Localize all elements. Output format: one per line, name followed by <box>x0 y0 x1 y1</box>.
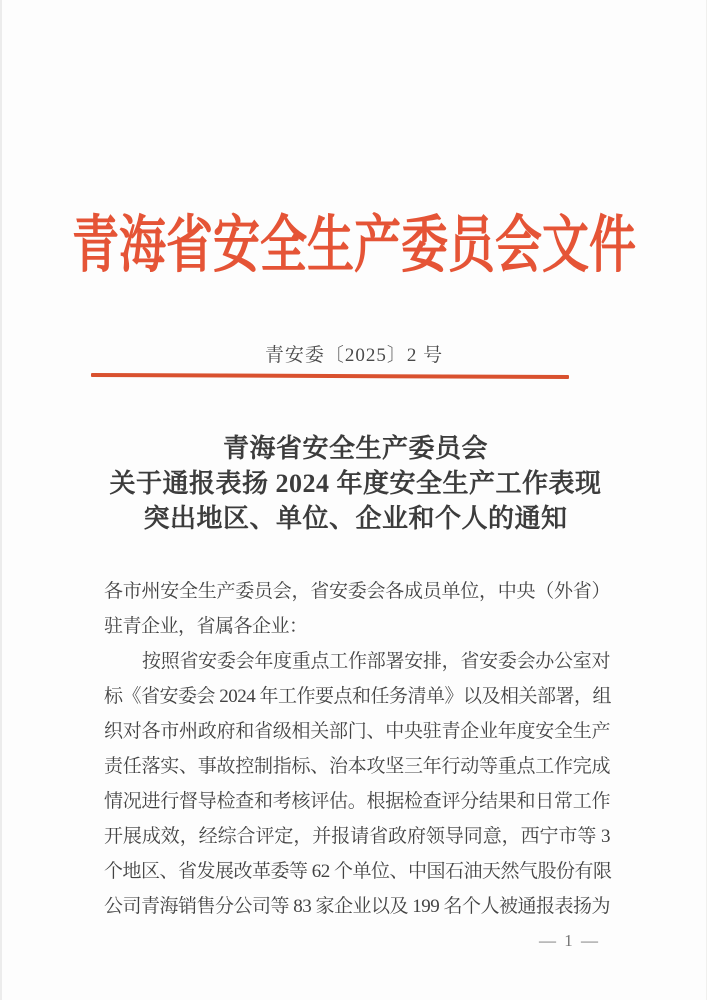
salutation-line-1: 各市州安全生产委员会，省安委会各成员单位，中央（外省） <box>104 581 610 602</box>
document-number: 青安委〔2025〕2 号 <box>264 345 444 366</box>
body-text-line: 织对各市州政府和省级相关部门、中央驻青企业年度安全生产 <box>104 721 610 742</box>
title-line-1: 青海省安全生产委员会 <box>222 434 488 463</box>
body-text-line: 公司青海销售分公司等 83 家企业以及 199 名个人被通报表扬为 <box>104 896 611 917</box>
body-text-line: 个地区、省发展改革委等 62 个单位、中国石油天然气股份有限 <box>104 861 612 882</box>
document-body <box>104 574 610 924</box>
salutation-line-2: 驻青企业，省属各企业： <box>104 616 308 637</box>
page-number: — 1 — <box>539 931 600 950</box>
title-line-2: 关于通报表扬 2024 年度安全生产工作表现 <box>109 469 602 498</box>
document-header-title: 青海省安全生产委员会文件 <box>72 211 636 281</box>
body-text-line: 责任落实、事故控制指标、治本攻坚三年行动等重点工作完成 <box>104 756 610 777</box>
red-separator-rule <box>91 373 569 379</box>
body-text-line: 标《省安委会 2024 年工作要点和任务清单》以及相关部署，组 <box>104 686 612 707</box>
body-text-line: 开展成效，经综合评定，并报请省政府领导同意，西宁市等 3 <box>104 826 610 847</box>
title-line-3: 突出地区、单位、企业和个人的通知 <box>143 504 568 533</box>
body-text-line: 按照省安委会年度重点工作部署安排，省安委会办公室对 <box>142 651 610 672</box>
body-text-line: 情况进行督导检查和考核评估。根据检查评分结果和日常工作 <box>104 791 610 812</box>
document-title <box>103 431 608 536</box>
